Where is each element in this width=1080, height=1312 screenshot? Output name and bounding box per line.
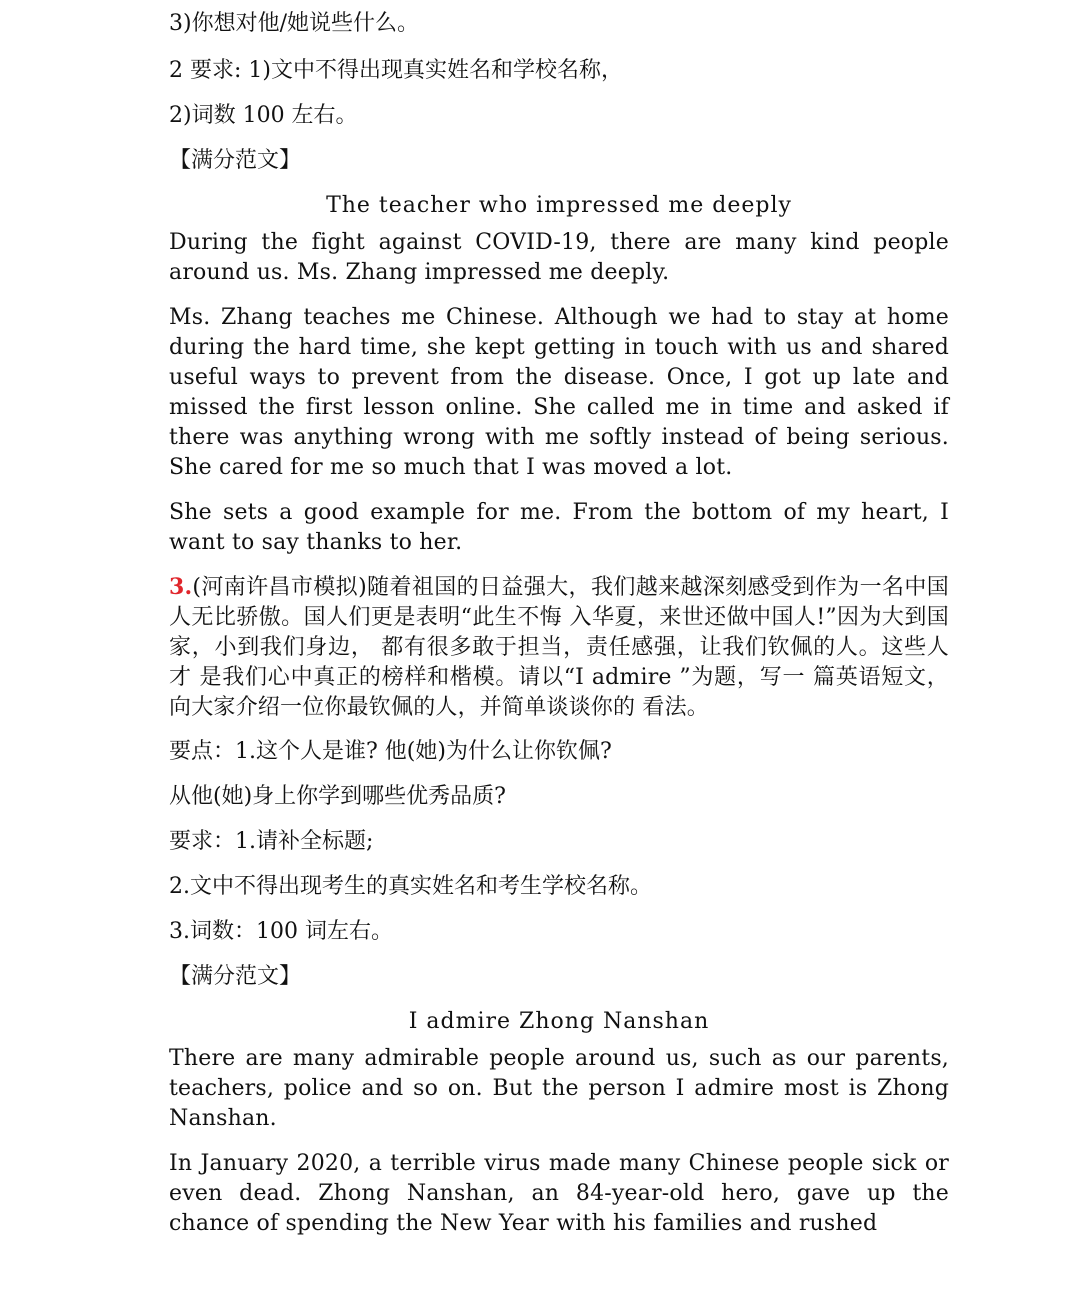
model-essay-label: 【满分范文】 — [169, 964, 302, 989]
writing-point-3: 3)你想对他/她说些什么。 — [169, 11, 419, 36]
key-points-1: 要点：1.这个人是谁? 他(她)为什么让你钦佩? — [169, 739, 612, 764]
requirement-2: 2.文中不得出现考生的真实姓名和考生学校名称。 — [169, 874, 652, 899]
essay-paragraph: She sets a good example for me. From the bottom of my heart, I want to say thanks to her. — [169, 500, 949, 555]
essay-title: I admire Zhong Nanshan — [408, 1009, 710, 1034]
writing-requirement-2: 2)词数 100 左右。 — [169, 103, 358, 128]
writing-requirement-1: 2 要求: 1)文中不得出现真实姓名和学校名称， — [169, 58, 623, 83]
requirement-1: 要求：1.请补全标题; — [169, 829, 374, 854]
document-page — [169, 0, 949, 1239]
requirement-3: 3.词数：100 词左右。 — [169, 919, 393, 944]
essay-paragraph: In January 2020, a terrible virus made many Chinese people sick or even dead. Zhong Nanshan, an 84-year-old hero, gave up the chance of spending the New Year with his families and rushed — [169, 1151, 949, 1236]
essay-paragraph: There are many admirable people around us, such as our parents, teachers, police and so on. But the person I admire most is Zhong Nanshan. — [169, 1046, 949, 1131]
essay-paragraph: During the fight against COVID-19, there are many kind people around us. Ms. Zhang impressed me deeply. — [169, 230, 949, 285]
question-3-text: (河南许昌市模拟)随着祖国的日益强大，我们越来越深刻感受到作为一名中国人无比骄傲。国人们更是表明“此生不悔 入华夏，来世还做中国人!”因为大到国家，小到我们身边， 都有很多敢于担当，责任感强，让我们钦佩的人。这些人才 是我们心中真正的榜样和楷模。请以“I admire ”为题，写一 篇英语短文，向大家介绍一位你最钦佩的人，并简单谈谈你的 看法。 — [169, 575, 949, 720]
key-points-2: 从他(她)身上你学到哪些优秀品质? — [169, 784, 506, 809]
essay-paragraph: Ms. Zhang teaches me Chinese. Although we had to stay at home during the hard time, she kept getting in touch with us and shared useful ways to prevent from the disease. Once, I got up late and missed the first lesson online. She called me in time and asked if there was anything wrong with me softly instead of being serious. She cared for me so much that I was moved a lot. — [169, 305, 949, 480]
essay-title: The teacher who impressed me deeply — [326, 193, 792, 218]
question-3-prompt — [169, 572, 949, 723]
model-essay-label: 【满分范文】 — [169, 148, 302, 173]
question-number: 3. — [169, 574, 193, 600]
